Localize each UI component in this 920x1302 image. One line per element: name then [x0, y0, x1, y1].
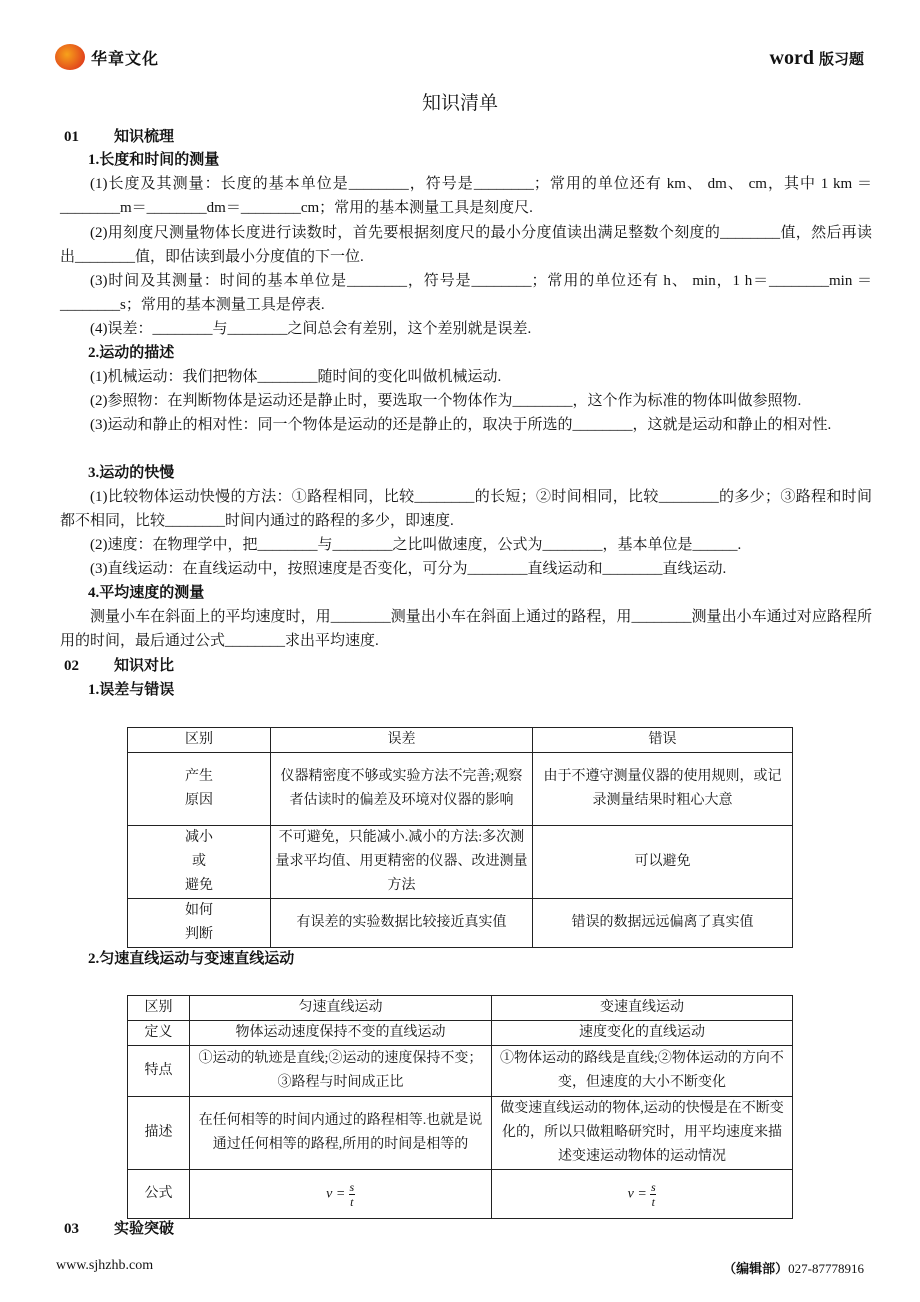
section-03 — [64, 1217, 174, 1241]
header-right — [770, 47, 864, 70]
heading-3: 3.运动的快慢 — [88, 465, 175, 481]
section-01 — [64, 125, 174, 149]
denominator: t — [651, 1194, 655, 1209]
cell: 由于不遵守测量仪器的使用规则，或记录测量结果时粗心大意 — [533, 753, 793, 826]
cell: ①物体运动的路线是直线;②物体运动的方向不变，但速度的大小不断变化 — [492, 1046, 793, 1097]
cell: ①运动的轨迹是直线;②运动的速度保持不变；③路程与时间成正比 — [190, 1046, 492, 1097]
header-cell: 区别 — [128, 996, 190, 1021]
section-label: 知识梳理 — [114, 129, 175, 145]
cell: 仪器精密度不够或实验方法不完善;观察者估读时的偏差及环境对仪器的影响 — [271, 753, 533, 826]
para-2-1: (1)机械运动：我们把物体________随时间的变化叫做机械运动. — [90, 369, 502, 385]
para-1-4: (4)误差：________与________之间总会有差别，这个差别就是误差. — [90, 321, 532, 337]
para-3-2: (2)速度：在物理学中，把________与________之比叫做速度，公式为________，基本单位是______. — [90, 537, 742, 553]
logo-icon — [55, 44, 85, 70]
table-row — [128, 1097, 793, 1170]
table-header-row — [128, 728, 793, 753]
header-cell: 错误 — [533, 728, 793, 753]
table-row — [128, 826, 793, 899]
table-row — [128, 753, 793, 826]
header-cell: 匀速直线运动 — [190, 996, 492, 1021]
heading-4: 4.平均速度的测量 — [88, 585, 205, 601]
para-3-3: (3)直线运动：在直线运动中，按照速度是否变化，可分为________直线运动和________直线运动. — [90, 561, 727, 577]
formula-cell — [492, 1170, 793, 1219]
footer-website: www.sjhzhb.com — [56, 1258, 154, 1273]
para-1-2: (2)用刻度尺测量物体长度进行读数时，首先要根据刻度尺的最小分度值读出满足整数个刻度的________值，然后再读出________值，即估读到最小分度值的下一位. — [60, 225, 872, 265]
table2-heading: 2.匀速直线运动与变速直线运动 — [88, 951, 295, 967]
header-cell: 误差 — [271, 728, 533, 753]
table-row — [128, 1046, 793, 1097]
para-2-2: (2)参照物：在判断物体是运动还是静止时，要选取一个物体作为________，这个作为标准的物体叫做参照物. — [90, 393, 802, 409]
row-label: 特点 — [128, 1046, 190, 1097]
formula-v: v = — [627, 1186, 647, 1202]
row-label: 公式 — [128, 1170, 190, 1219]
cell: 物体运动速度保持不变的直线运动 — [190, 1021, 492, 1046]
table-header-row — [128, 996, 793, 1021]
row-label: 如何 判断 — [128, 899, 271, 948]
table1-heading: 1.误差与错误 — [88, 682, 175, 698]
cell: 有误差的实验数据比较接近真实值 — [271, 899, 533, 948]
heading-1: 1.长度和时间的测量 — [88, 152, 220, 168]
section-02 — [64, 654, 174, 678]
cell: 不可避免，只能减小.减小的方法:多次测量求平均值、用更精密的仪器、改进测量方法 — [271, 826, 533, 899]
section-label: 知识对比 — [114, 658, 175, 674]
para-1-1: (1)长度及其测量：长度的基本单位是________，符号是________；常用的单位还有 km、 dm、 cm，其中 1 km ＝________m＝________dm＝________cm；常用的基本测量工具是刻度尺. — [60, 176, 872, 216]
row-label: 减小 或 避免 — [128, 826, 271, 899]
footer-dept: （编辑部） — [723, 1261, 789, 1276]
para-2-3: (3)运动和静止的相对性：同一个物体是运动的还是静止的，取决于所选的________，这就是运动和静止的相对性. — [90, 417, 832, 433]
error-vs-mistake-table — [127, 727, 793, 948]
para-4-1: 测量小车在斜面上的平均速度时，用________测量出小车在斜面上通过的路程，用________测量出小车通过对应路程所用的时间，最后通过公式________求出平均速度. — [60, 609, 872, 649]
brand-logo — [55, 44, 159, 70]
footer-contact — [723, 1258, 864, 1277]
numerator: s — [349, 1179, 355, 1194]
header-word: word — [769, 47, 814, 69]
table-row — [128, 1021, 793, 1046]
section-number: 01 — [64, 129, 79, 145]
para-1-3: (3)时间及其测量：时间的基本单位是________，符号是________；常用的单位还有 h、 min，1 h＝________min ＝________s；常用的基本测量工具是停表. — [60, 273, 872, 313]
header-cell: 区别 — [128, 728, 271, 753]
cell: 速度变化的直线运动 — [492, 1021, 793, 1046]
formula-v: v = — [326, 1186, 346, 1202]
page-title: 知识清单 — [421, 93, 498, 114]
header-cell: 变速直线运动 — [492, 996, 793, 1021]
footer-phone: 027-87778916 — [788, 1261, 864, 1276]
section-number: 03 — [64, 1221, 79, 1237]
cell: 做变速直线运动的物体,运动的快慢是在不断变化的，所以只做粗略研究时，用平均速度来描述变速运动物体的运动情况 — [492, 1097, 793, 1170]
para-3-1: (1)比较物体运动快慢的方法：①路程相同，比较________的长短；②时间相同，比较________的多少；③路程和时间都不相同，比较________时间内通过的路程的多少，即速度. — [60, 489, 872, 529]
fraction — [650, 1180, 656, 1209]
fraction — [349, 1180, 355, 1209]
row-label: 产生 原因 — [128, 753, 271, 826]
cell: 在任何相等的时间内通过的路程相等.也就是说通过任何相等的路程,所用的时间是相等的 — [190, 1097, 492, 1170]
motion-comparison-table — [127, 995, 793, 1219]
table-row — [128, 899, 793, 948]
section-label: 实验突破 — [114, 1221, 175, 1237]
section-number: 02 — [64, 658, 79, 674]
table-row — [128, 1170, 793, 1219]
formula-cell — [190, 1170, 492, 1219]
heading-2: 2.运动的描述 — [88, 345, 175, 361]
row-label: 描述 — [128, 1097, 190, 1170]
cell: 可以避免 — [533, 826, 793, 899]
cell: 错误的数据远远偏离了真实值 — [533, 899, 793, 948]
header-cn: 版习题 — [818, 50, 864, 68]
denominator: t — [350, 1194, 354, 1209]
brand-name: 华章文化 — [91, 48, 160, 68]
numerator: s — [650, 1179, 656, 1194]
row-label: 定义 — [128, 1021, 190, 1046]
